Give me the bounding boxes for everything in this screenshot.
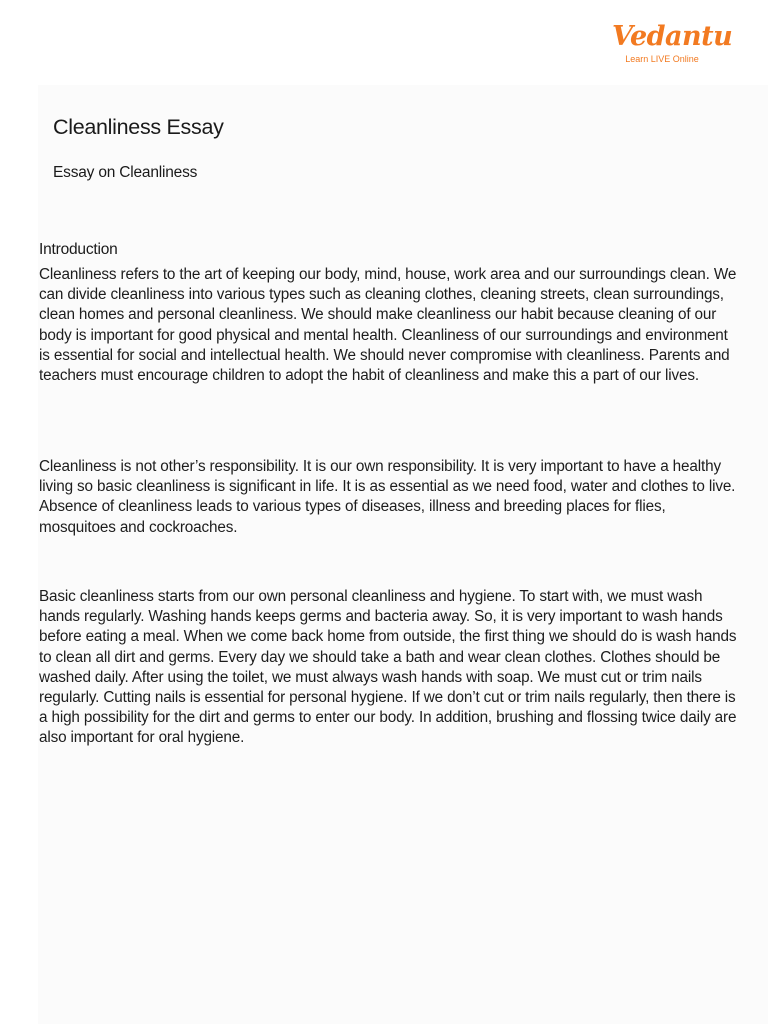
document-title: Cleanliness Essay: [53, 115, 224, 139]
logo-tagline: Learn LIVE Online: [625, 54, 699, 64]
logo-wordmark: Vedantu: [612, 21, 733, 52]
paragraph-introduction: Cleanliness refers to the art of keeping our body, mind, house, work area and our surroundings clean. We can divide cleanliness into various types such as cleaning clothes, cleaning streets, clean surroundings, clean homes and personal cleanliness. We should make cleanliness our habit because cleaning of our body is important for good physical and mental health. Cleanliness of our surroundings and environment is essential for social and intellectual health. We should never compromise with cleanliness. Parents and teachers must encourage children to adopt the habit of cleanliness and make this a part of our lives.: [39, 266, 737, 385]
paragraph-personal-hygiene: Basic cleanliness starts from our own personal cleanliness and hygiene. To start with, we must wash hands regularly. Washing hands keeps germs and bacteria away. So, it is very important to wash hands before eating a meal. When we come back home from outside, the first thing we should do is wash hands to clean all dirt and germs. Every day we should take a bath and wear clean clothes. Clothes should be washed daily. After using the toilet, we must always wash hands with soap. We must cut or trim nails regularly. Cutting nails is essential for personal hygiene. If we don’t cut or trim nails regularly, then there is a high possibility for the dirt and germs to enter our body. In addition, brushing and flossing twice daily are also important for oral hygiene.: [39, 588, 737, 747]
section-heading-introduction: Introduction: [39, 241, 118, 258]
paragraph-responsibility: Cleanliness is not other’s responsibility. It is our own responsibility. It is very important to have a healthy living so basic cleanliness is significant in life. It is as essential as we need food, water and clothes to live. Absence of cleanliness leads to various types of diseases, illness and breeding places for flies, mosquitoes and cockroaches.: [39, 458, 736, 536]
page-background: [38, 85, 768, 1024]
document-subtitle: Essay on Cleanliness: [53, 164, 198, 181]
vedantu-logo: [612, 21, 733, 72]
